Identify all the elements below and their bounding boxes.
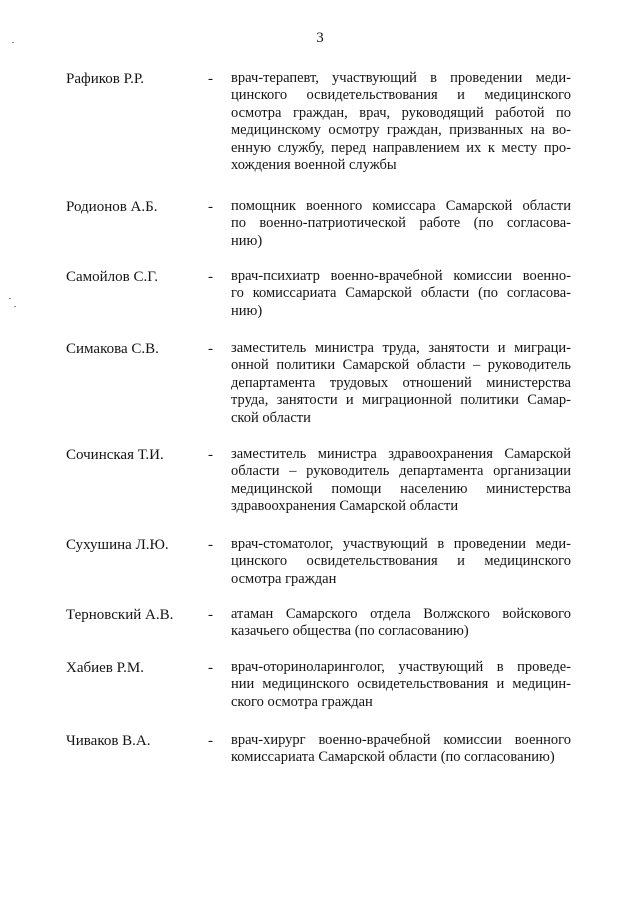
role-line: медицинской помощи населению министерства [231,480,571,497]
member-role [231,659,571,711]
role-line: нию) [231,232,263,249]
member-name: Рафиков Р.Р. [66,71,145,87]
role-line: заместитель министра здравоохранения Самарской [231,446,571,462]
role-line: врач-оториноларинголог, участвующий в проведе- [231,659,571,675]
member-name: Самойлов С.Г. [66,269,158,285]
member-name: Чиваков В.А. [66,733,151,749]
role-line: осмотра граждан [231,570,337,587]
role-line: нии медицинского освидетельствования и медицин- [231,676,571,693]
member-role [231,606,571,641]
role-line: казачьего общества (по согласованию) [231,623,469,640]
role-line: атаман Самарского отдела Волжского войскового [231,606,571,622]
separator-dash: - [208,537,213,553]
role-line: врач-стоматолог, участвующий в проведении меди- [231,536,571,552]
role-line: области – руководитель департамента организации [231,463,571,480]
scan-speck [12,42,14,43]
member-name: Родионов А.Б. [66,199,158,215]
role-line: нию) [231,302,263,319]
role-line: врач-терапевт, участвующий в проведении меди- [231,70,571,86]
member-role [231,732,571,767]
member-name: Сочинская Т.И. [66,447,164,463]
member-name: Сухушина Л.Ю. [66,537,169,553]
member-name: Симакова С.В. [66,341,159,357]
member-role [231,198,571,250]
role-line: цинского освидетельствования и медицинского [231,553,571,570]
role-line: заместитель министра труда, занятости и миграци- [231,340,571,356]
role-line: департамента трудовых отношений министерства [231,374,571,391]
member-role [231,70,571,174]
role-line: енную службу, перед направлением их к месту про- [231,139,571,156]
member-role [231,340,571,427]
scan-speck [9,298,11,299]
separator-dash: - [208,733,213,749]
role-line: го комиссариата Самарской области (по согласова- [231,285,571,302]
separator-dash: - [208,269,213,285]
role-line: хождения военной службы [231,157,397,174]
separator-dash: - [208,447,213,463]
role-line: труда, занятости и миграционной политики Самар- [231,392,571,409]
separator-dash: - [208,71,213,87]
role-line: комиссариата Самарской области (по согласованию) [231,749,555,766]
scan-speck [14,306,16,307]
role-line: по военно-патриотической работе (по согласова- [231,215,571,232]
role-line: медицинскому осмотру граждан, призванных на во- [231,122,571,139]
role-line: онной политики Самарской области – руководитель [231,357,571,374]
page-number: 3 [316,30,324,46]
role-line: осмотра граждан, врач, руководящий работой по [231,104,571,121]
member-role [231,446,571,516]
role-line: цинского освидетельствования и медицинского [231,87,571,104]
separator-dash: - [208,199,213,215]
separator-dash: - [208,607,213,623]
member-name: Хабиев Р.М. [66,660,144,676]
member-name: Терновский А.В. [66,607,174,623]
role-line: ской области [231,409,311,426]
separator-dash: - [208,660,213,676]
role-line: врач-психиатр военно-врачебной комиссии военно- [231,268,571,284]
role-line: врач-хирург военно-врачебной комиссии военного [231,732,571,748]
member-role [231,268,571,320]
separator-dash: - [208,341,213,357]
role-line: помощник военного комиссара Самарской области [231,198,571,214]
role-line: ского осмотра граждан [231,693,373,710]
member-role [231,536,571,588]
role-line: здравоохранения Самарской области [231,498,459,515]
